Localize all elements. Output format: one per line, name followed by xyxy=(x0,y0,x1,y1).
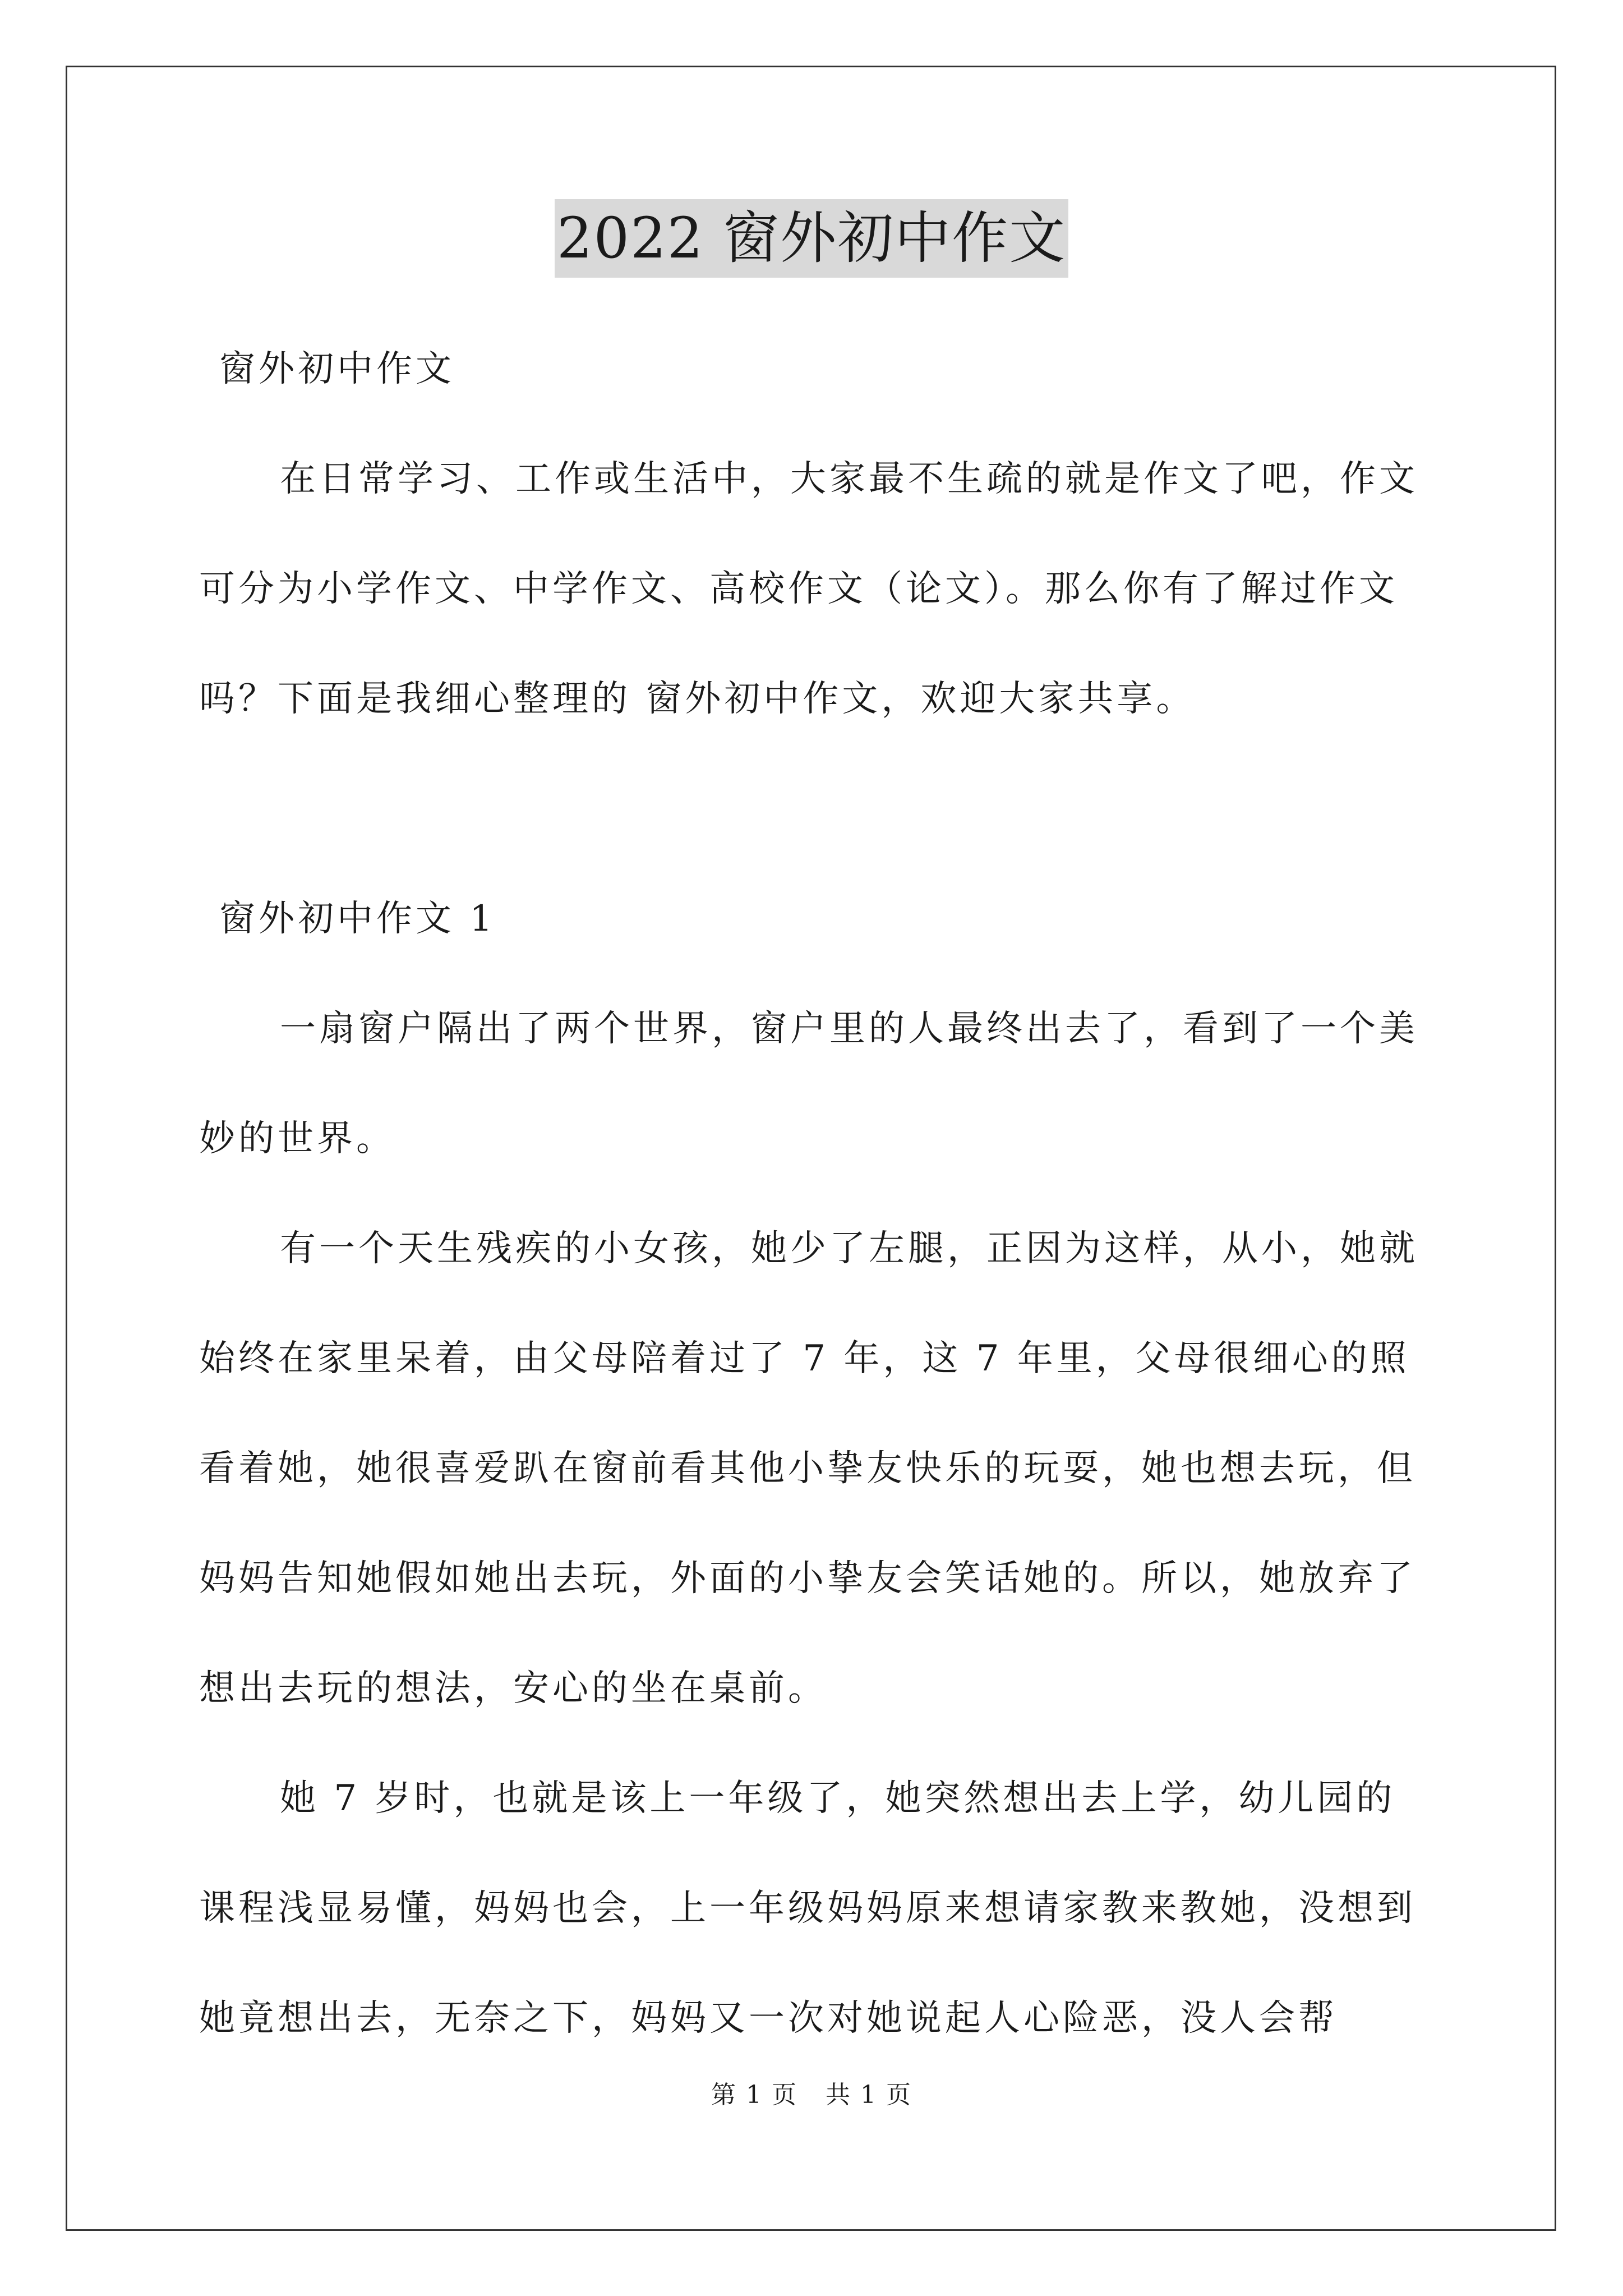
body-paragraph: 一扇窗户隔出了两个世界，窗户里的人最终出去了，看到了一个美妙的世界。 xyxy=(199,1008,1418,1159)
intro-paragraph: 在日常学习、工作或生活中，大家最不生疏的就是作文了吧，作文可分为小学作文、中学作文、高校作文（论文）。那么你有了解过作文吗？下面是我细心整理的 窗外初中作文，欢迎大家共享。 xyxy=(199,458,1418,720)
subheading: 窗外初中作文 1 xyxy=(219,898,496,940)
body-paragraph: 有一个天生残疾的小女孩，她少了左腿，正因为这样，从小，她就始终在家里呆着，由父母陪着过了 7 年，这 7 年里，父母很细心的照看着她，她很喜爱趴在窗前看其他小挚友快乐的玩耍，她也想去玩，但妈妈告知她假如她出去玩，外面的小挚友会笑话她的。所以，她放弃了想出去玩的想法，安心的坐在桌前。 xyxy=(199,1228,1418,1709)
page-number: 第 1 页 xyxy=(711,2081,797,2109)
page-total: 共 1 页 xyxy=(826,2081,912,2109)
subheading: 窗外初中作文 xyxy=(219,348,455,390)
page-footer xyxy=(0,2078,1623,2112)
document-body xyxy=(199,314,1433,2073)
paragraph-gap xyxy=(199,754,1433,864)
body-paragraph: 她 7 岁时，也就是该上一年级了，她突然想出去上学，幼儿园的课程浅显易懂，妈妈也会，上一年级妈妈原来想请家教来教她，没想到她竟想出去，无奈之下，妈妈又一次对她说起人心险恶，没人会帮 xyxy=(199,1778,1416,2039)
document-title: 2022 窗外初中作文 xyxy=(555,199,1068,278)
title-wrap xyxy=(0,199,1623,278)
